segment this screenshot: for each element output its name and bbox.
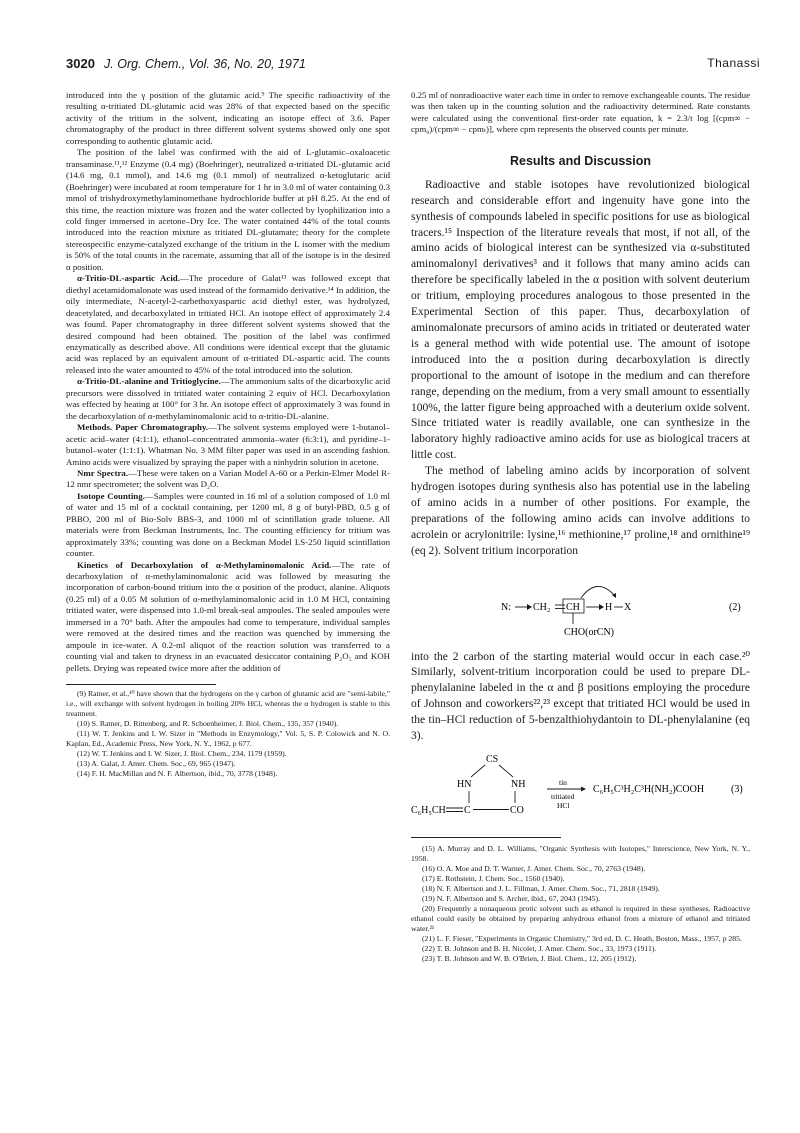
- paragraph: Radioactive and stable isotopes have revolutionized biological research and considerable effort and ingenuity have gone into the synthesis of compounds labeled in specific positions for use as biological tracers.¹⁵ Inspection of the literature reveals that most, if not all, of the amino acids of biological interest can be synthesized via α-substituted aminomalonyl derivatives³ and it follows that many amino acids can therefore be specifically labeled in the α position with solvent deuterium or tritium, employing procedures analogous to those presented in the Experimental Section of this paper. Thus, decarboxylation of aminomalonate precursors of amino acids in tritiated or deuterated water is a general method with wide potential use. The amount of isotope introduced into the α position during decarboxylation is directly proportional to the amount of isotope in the medium and can therefore range, depending on the medium, from a very small amount to essentially 100%, the latter figure being approached with a deuterium oxide solvent. Since tritiated water is readily available, one can synthesize in the laboratory highly radioactive amino acids for use as biological tracers at little cost.: [411, 178, 750, 462]
- eq2-x: X: [624, 601, 632, 613]
- paragraph: Methods. Paper Chromatography.—The solvent systems employed were 1-butanol–acetic acid–water (4:1:1), ethanol–concentrated ammonia–water (6:3:1), and pyridine–1-butanol–water (1:1:1). Whatman No. 3 MM filter paper was used in an ascending fashion. Amino acids were visualized by spraying the paper with a ninhydrin solution in acetone.: [66, 422, 390, 467]
- eq2-h: H: [605, 601, 613, 613]
- eq3-hn: HN: [457, 779, 472, 790]
- footnote: (12) W. T. Jenkins and I. W. Sizer, J. Biol. Chem., 234, 1179 (1959).: [77, 749, 287, 759]
- eq3-cs: CS: [486, 754, 499, 765]
- footnote: (18) N. F. Albertson and J. L. Fillman, J. Amer. Chem. Soc., 71, 2818 (1949).: [422, 884, 660, 893]
- footnote: (21) L. F. Fieser, "Experiments in Organic Chemistry," 3rd ed, D. C. Heath, Boston, Mass., 1957, p 285.: [422, 934, 742, 943]
- paragraph: α-Tritio-DL-alanine and Tritioglycine.—The ammonium salts of the dicarboxylic acid precursors were dissolved in tritiated water containing 2 equiv of HCl. Decarboxylation was effected by heating at 100° for 3 hr. An isotope effect of approximately 3 was found in the decarboxylation of α-methylaminomalonic acid to α-tritio-DL-alanine.: [66, 376, 391, 421]
- eq3-reagent-bottom2: HCl: [557, 801, 570, 810]
- footnote: (22) T. B. Johnson and B. H. Nicolet, J. Amer. Chem. Soc., 33, 1973 (1911).: [422, 944, 657, 953]
- equation-2-scheme: [411, 564, 750, 644]
- eq2-ch: CH: [566, 601, 580, 613]
- paragraph: Kinetics of Decarboxylation of α-Methylaminomalonic Acid.—The rate of decarboxylation of α-methylaminomalonic acid was followed by measuring the incorporation of carbon-bound tritium into the α position of the product, alanine. Aliquots (0.25 ml) of a 0.05 M solution of α-methylaminomalonic acid in 1.0 M HCl, containing tritiated water, were dispensed into 1.0-ml break-seal ampoules. The sealed ampoules were immersed in a 70° bath. After the ampoules had come to temperature, individual samples were removed at the desired times and the reaction was quenched by immersing the ampoule in ice-water. A 0.2-ml aliquot of the reaction solution was transferred to a counting vial and taken to dryness in an evacuated desiccator containing P₂O₅ and KOH pellets. Drying was repeated twice more after the addition of: [66, 559, 390, 673]
- eq2-nucleophile: N:: [501, 601, 511, 613]
- eq2-number: (2): [729, 601, 741, 613]
- paragraph: introduced into the γ position of the glutamic acid.⁹ The specific radioactivity of the resulting α-tritiated DL-glutamic acid was 28% of that expected based on the specific activity of the tritium in the solvent, indicating an isotope effect of 3.6. Paper chromatography of the product in three different solvent systems showed only one spot corresponding to authentic glutamic acid.: [66, 90, 390, 146]
- footnote-rule: [66, 684, 216, 685]
- footnote: (9) Ratner, et al.,¹⁰ have shown that the hydrogens on the γ carbon of glutamic acid are "semi-labile," i.e., will exchange with solvent hydrogen in boiling 20% HCl, whereas the α hydrogen is stable to this treatment.: [66, 689, 390, 719]
- paragraph: Isotope Counting.—Samples were counted in 16 ml of a solution composed of 1.0 ml of water and 15 ml of a cocktail containing, per 1200 ml, 8 g of butyl-PBD, 0.5 g of PBBO, 200 ml of Bio-Solv BBS-3, and 1000 ml of scintillation grade toluene. All materials were from Beckman Instruments, Inc. The counting efficiency for tritium was approximately 33%; counting was done on a Beckman Model LS-250 liquid scintillation counter.: [66, 490, 390, 559]
- journal-citation: J. Org. Chem., Vol. 36, No. 20, 1971: [104, 57, 306, 71]
- right-column: [411, 90, 750, 964]
- running-header: [66, 56, 760, 74]
- run-in-heading: α-Tritio-DL-aspartic Acid.: [77, 273, 180, 284]
- paragraph: α-Tritio-DL-aspartic Acid.—The procedure of Galat¹³ was followed except that diethyl acetamidomalonate was used instead of the formamido derivative.¹⁴ In addition, the oily intermediate, N-acetyl-2-carbethoxyaspartic acid diethyl ester, was hydrolyzed, deacetylated, and decarboxylated in tritiated HCl. An isotope effect of approximately 2.4 was found. Paper chromatography in three different solvent systems showed that the desired compound had been obtained. The position of the label was confirmed enzymatically as described above. All conditions were identical except that the glutamic acid was replaced by an equivalent amount of α-tritiated DL-aspartic acid. The counts released into the water amounted to 45% of the total introduced into the solution.: [66, 273, 390, 375]
- eq3-product: C₆H₅C³H₂C³H(NH₂)COOH: [593, 784, 705, 795]
- eq2-ch2: CH₂: [533, 601, 551, 613]
- footnote: (20) Frequently a nonaqueous protic solvent such as ethanol is required in these syntheses. Radioactive ethanol could easily be obtained by preparing anhydrous ethanol from a mixture of ethanol and tritiated water.²¹: [411, 904, 750, 933]
- footnote-rule: [411, 837, 561, 838]
- run-in-heading: α-Tritio-DL-alanine and Tritioglycine.: [77, 376, 221, 387]
- footnote: (10) S. Ratner, D. Rittenberg, and R. Schoenheimer, J. Biol. Chem., 135, 357 (1940).: [77, 719, 339, 729]
- eq3-nh: NH: [511, 779, 526, 790]
- eq3-number: (3): [731, 784, 743, 795]
- equation-3: [411, 747, 750, 827]
- footnote: (19) N. F. Albertson and S. Archer, ibid., 67, 2043 (1945).: [422, 894, 601, 903]
- paragraph: 0.25 ml of nonradioactive water each time in order to remove exchangeable counts. The residue was then taken up in the counting solution and the radioactivity determined. Rate constants were calculated using the conventional first-order rate equation, k = 2.3/t log [(cpm∞ − cpm₀)/(cpm∞ − cpmₜ)], where cpm represents the observed counts per minute.: [411, 90, 750, 135]
- equation-2: [411, 564, 750, 644]
- equation-3-scheme: [411, 747, 750, 827]
- footnote: (15) A. Murray and D. L. Williams, "Organic Synthesis with Isotopes," Interscience, New York, N. Y., 1958.: [411, 844, 750, 863]
- footnotes: [411, 844, 750, 964]
- footnote: (23) T. B. Johnson and W. B. O'Brien, J. Biol. Chem., 12, 205 (1912).: [422, 954, 637, 963]
- left-column: [66, 90, 390, 779]
- footnotes: [66, 689, 390, 779]
- eq3-co: CO: [510, 805, 524, 816]
- run-in-heading: Methods. Paper Chromatography.: [77, 422, 209, 433]
- footnote: (13) A. Galat, J. Amer. Chem. Soc., 69, 965 (1947).: [77, 759, 236, 769]
- footnote: (17) E. Rothstein, J. Chem. Soc., 1560 (1940).: [422, 874, 565, 883]
- footnote: (16) O. A. Moe and D. T. Warner, J. Amer. Chem. Soc., 70, 2763 (1948).: [422, 864, 646, 873]
- eq3-reagent-top: tin: [559, 778, 567, 787]
- run-in-heading: Kinetics of Decarboxylation of α-Methylaminomalonic Acid.: [77, 559, 332, 570]
- section-heading: Results and Discussion: [509, 153, 651, 168]
- eq3-c: C: [464, 805, 471, 816]
- page-number: 3020: [66, 56, 95, 71]
- paragraph: into the 2 carbon of the starting material would occur in each case.²⁰ Similarly, solvent-tritium incorporation could be used to prepare DL-phenylalanine labeled in the α and β positions employing the procedure of Johnson and coworkers²²,²³ except that tritiated HCl would be used in the tin–HCl reduction of 5-benzalthiohydantoin to DL-phenylalanine (eq 3).: [411, 650, 750, 743]
- eq2-substituent: CHO(orCN): [564, 626, 614, 638]
- running-author: Thanassi: [707, 56, 760, 70]
- run-in-heading: Nmr Spectra.: [77, 467, 129, 478]
- paragraph: The method of labeling amino acids by incorporation of solvent hydrogen isotopes during synthesis also has potential use in the labeling of amino acids in a number of other positions. For example, the preparations of the following amino acids can involve additions to acrolein or acrylonitrile: lysine,¹⁶ methionine,¹⁷ proline,¹⁸ and ornithine¹⁹ (eq 2). Solvent tritium incorporation: [411, 465, 750, 557]
- run-in-heading: Isotope Counting.: [77, 490, 145, 501]
- paragraph: The position of the label was confirmed with the aid of L-glutamic–oxaloacetic transaminase.¹¹,¹² Enzyme (0.4 mg) (Boehringer), neutralized α-tritiated DL-glutamic acid (14.6 mg, 0.1 mmol), and 14.6 mg (0.1 mmol) of neutralized α-ketoglutaric acid (Boehringer) were incubated at room temperature for 1 hr in 3.0 ml of water containing 0.3 mmol of trishydroxymethylaminomethane hydrochloride buffer at pH 8.25. At the end of this time, the reaction mixture was frozen and the water collected by lyophilization into a cold finger immersed in acetone–Dry Ice. The water contained 44% of the total counts introduced into the reaction mixture as tritiated DL-glutamate; theory for the complete stereospecific enzyme-catalyzed exchange of the tritium in the L isomer with the medium is 50% of the total counts in the racemate, assuming that all of the isotope is in the desired α position.: [66, 147, 390, 272]
- footnote: (11) W. T. Jenkins and I. W. Sizer in "Methods in Enzymology," Vol. 5, S. P. Colowick and N. O. Kaplan, Ed., Academic Press, New York, N. Y., 1962, p 677.: [66, 729, 390, 749]
- eq3-benzylidene: C₆H₅CH: [411, 805, 446, 816]
- paragraph: Nmr Spectra.—These were taken on a Varian Model A-60 or a Perkin-Elmer Model R-12 nmr spectrometer; the solvent was D₂O.: [66, 467, 390, 490]
- eq3-reagent-bottom1: tritiated: [551, 792, 575, 801]
- footnote: (14) F. H. MacMillan and N. F. Albertson, ibid., 70, 3778 (1948).: [77, 769, 278, 779]
